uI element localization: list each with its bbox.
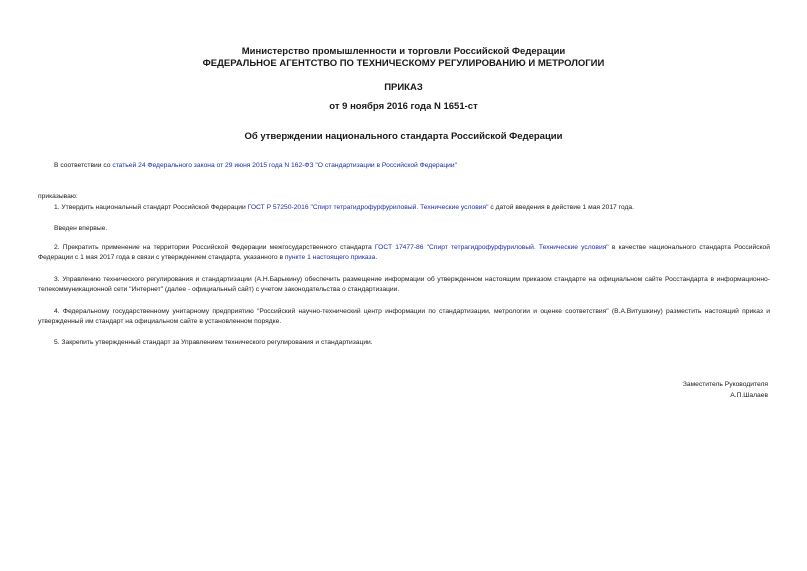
item-3-paragraph: 3. Управлению технического регулирования и стандартизации (А.Н.Барыкину) обеспечить размещение информации об утвержденном настоящим приказом стандарте на официальном сайте Росстандарта в информационно-телекоммуникационной сети "Интернет" (далее - официальный сайт) с учетом законодательства о стандартизации. [38,276,770,293]
signatory-name: А.П.Шалаев [730,392,768,399]
item-1-prefix: 1. Утвердить национальный стандарт Российской Федерации [54,204,248,211]
item-2-prefix: 2. Прекратить применение на территории Российской Федерации межгосударственного стандарта [54,244,375,251]
gost-r-57250-link[interactable]: ГОСТ Р 57250-2016 "Спирт тетрагидрофурфуриловый. Технические условия" [247,204,489,211]
signature-block [683,379,768,401]
document-header [0,46,807,70]
preamble-paragraph [38,161,770,171]
item-4-paragraph: 4. Федеральному государственному унитарному предприятию "Российский научно-технический центр информации по стандартизации, метрологии и оценке соответствия" (В.А.Витушкину) разместить настоящий приказ и утвержденный им стандарт на официальном сайте в установленном порядке. [38,308,770,325]
document-type: ПРИКАЗ [384,82,423,93]
item-2-middle: в качестве национального стандарта Российской Федерации с 1 мая 2017 года в связи с утверждением стандарта, указанного в [38,244,770,261]
item-2-suffix: . [375,254,378,261]
order-point-1-link[interactable]: пункте 1 настоящего приказа [284,254,376,261]
document-title: Об утверждении национального стандарта Российской Федерации [244,131,563,142]
law-article-link[interactable]: статьей 24 Федерального закона от 29 июня 2015 года N 162-ФЗ "О стандартизации в Российской Федерации" [112,162,458,169]
signatory-position: Заместитель Руководителя [682,381,768,388]
item-5-paragraph: 5. Закрепить утвержденный стандарт за Управлением технического регулирования и стандартизации. [54,339,373,346]
document-date: от 9 ноября 2016 года N 1651-ст [329,101,478,112]
order-word: приказываю: [38,193,78,200]
item-1-paragraph [38,203,770,213]
agency-name: ФЕДЕРАЛЬНОЕ АГЕНТСТВО ПО ТЕХНИЧЕСКОМУ РЕГУЛИРОВАНИЮ И МЕТРОЛОГИИ [202,58,605,69]
preamble-prefix: В соответствии со [54,162,113,169]
ministry-name: Министерство промышленности и торговли Российской Федерации [241,46,566,57]
item-2-paragraph [38,243,770,263]
item-1-suffix: с датой введения в действие 1 мая 2017 года. [488,204,634,211]
gost-17477-link[interactable]: ГОСТ 17477-86 "Спирт тетрагидрофурфуриловый. Технические условия" [374,244,609,251]
introduced-note: Введен впервые. [54,225,108,232]
